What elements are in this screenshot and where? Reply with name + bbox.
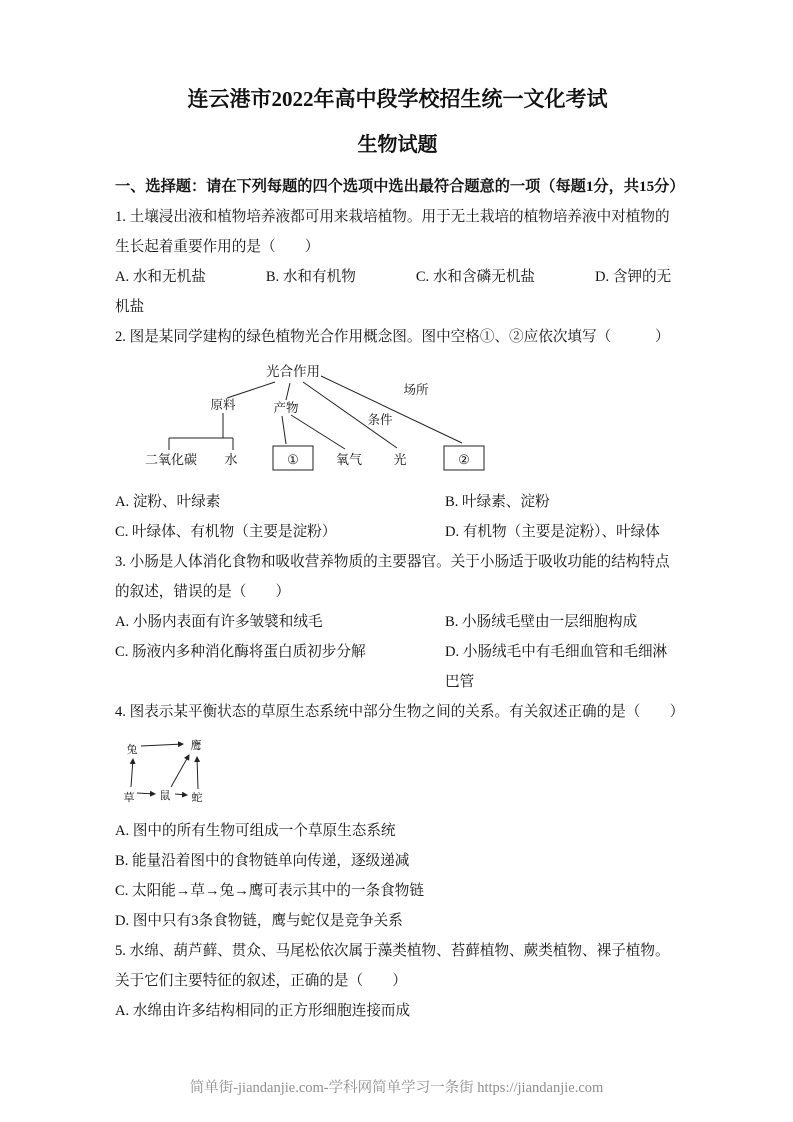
q3-option-b: B. 小肠绒毛壁由一层细胞构成 (445, 614, 638, 630)
photosynthesis-concept-map (133, 360, 680, 485)
node-photosynthesis: 光合作用 (266, 364, 320, 379)
q3-option-c: C. 肠液内多种消化酶将蛋白质初步分解 (115, 644, 366, 660)
exam-title: 连云港市2022年高中段学校招生统一文化考试 (187, 87, 608, 111)
node-oxygen: 氧气 (335, 452, 363, 467)
q1-options (115, 262, 680, 322)
edge-product: 产物 (273, 401, 299, 415)
q2-option-b: B. 叶绿素、淀粉 (445, 494, 550, 510)
q2-text: 2. 图是某同学建构的绿色植物光合作用概念图。图中空格①、②应依次填写（ ） (115, 329, 670, 345)
question-3 (115, 547, 680, 697)
node-blank-2: ② (458, 452, 470, 467)
q4-option-a: A. 图中的所有生物可组成一个草原生态系统 (115, 823, 396, 839)
q1-option-a: A. 水和无机盐 (115, 269, 206, 285)
q5-text: 5. 水绵、葫芦藓、贯众、马尾松依次属于藻类植物、苔藓植物、蕨类植物、裸子植物。关于它们主要特征的叙述，正确的是（ ） (115, 943, 670, 989)
edge-site: 场所 (403, 383, 429, 397)
node-blank-1: ① (287, 452, 299, 467)
foodweb-rabbit: 兔 (126, 744, 138, 756)
question-1 (115, 202, 680, 322)
edge-raw-material: 原料 (210, 398, 236, 412)
edge-condition: 条件 (367, 413, 393, 427)
section-heading: 一、选择题：请在下列每题的四个选项中选出最符合题意的一项（每题1分，共15分） (115, 178, 685, 195)
node-light: 光 (393, 452, 407, 467)
node-co2: 二氧化碳 (144, 452, 198, 467)
foodweb-snake: 蛇 (191, 792, 203, 804)
foodweb-mouse: 鼠 (159, 790, 171, 802)
concept-map-figure (133, 360, 505, 480)
q4-option-b: B. 能量沿着图中的食物链单向传递，逐级递减 (115, 853, 410, 869)
node-water: 水 (224, 452, 238, 467)
q3-text: 3. 小肠是人体消化食物和吸收营养物质的主要器官。关于小肠适于吸收功能的结构特点的叙述，错误的是（ ） (115, 554, 670, 600)
q4-option-d: D. 图中只有3条食物链，鹰与蛇仅是竞争关系 (115, 913, 403, 929)
q5-option-a: A. 水绵由许多结构相同的正方形细胞连接而成 (115, 1003, 411, 1019)
q4-text: 4. 图表示某平衡状态的草原生态系统中部分生物之间的关系。有关叙述正确的是（ ） (115, 704, 685, 720)
foodweb-eagle: 鹰 (190, 740, 202, 752)
q2-options-row-1 (115, 487, 680, 517)
exam-subtitle: 生物试题 (357, 134, 438, 156)
food-web-svg (119, 733, 219, 809)
q3-option-a: A. 小肠内表面有许多皱襞和绒毛 (115, 614, 323, 630)
q3-options-row-1 (115, 607, 680, 637)
page-footer: 简单街-jiandanjie.com-学科网简单学习一条街 https://jiandanjie.com (189, 1080, 604, 1096)
q1-option-c: C. 水和含磷无机盐 (415, 269, 536, 285)
q1-option-d: D. 含钾的无机盐 (115, 269, 672, 315)
q1-text: 1. 土壤浸出液和植物培养液都可用来栽培植物。用于无土栽培的植物培养液中对植物的生长起着重要作用的是（ ） (115, 209, 670, 255)
q3-option-d: D. 小肠绒毛中有毛细血管和毛细淋巴管 (445, 644, 668, 690)
q4-option-c: C. 太阳能→草→兔→鹰可表示其中的一条食物链 (115, 883, 424, 899)
q2-option-a: A. 淀粉、叶绿素 (115, 494, 221, 510)
q1-option-b: B. 水和有机物 (265, 269, 356, 285)
question-2 (115, 322, 680, 547)
foodweb-grass: 草 (123, 792, 135, 804)
question-5 (115, 936, 680, 1026)
q2-option-c: C. 叶绿体、有机物（主要是淀粉） (115, 524, 337, 540)
question-4 (115, 697, 685, 936)
q3-options-row-2 (115, 637, 680, 697)
q2-options-row-2 (115, 517, 680, 547)
food-web-figure (119, 733, 680, 814)
q2-option-d: D. 有机物（主要是淀粉）、叶绿体 (445, 524, 660, 540)
